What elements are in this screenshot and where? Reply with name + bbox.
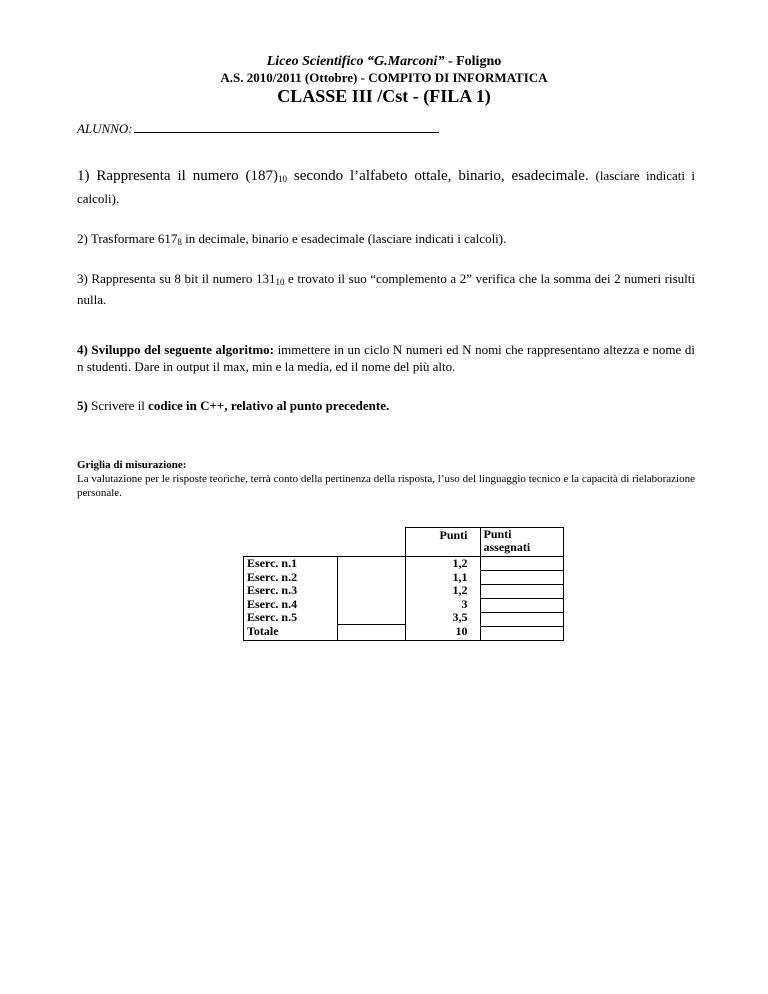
row-label: Eserc. n.3 xyxy=(247,583,298,597)
school-name: Liceo Scientifico “G.Marconi” xyxy=(266,54,445,69)
exam-subtitle: A.S. 2010/2011 (Ottobre) - COMPITO DI INFORMATICA xyxy=(220,70,548,85)
blank-column xyxy=(338,557,406,641)
question-4 xyxy=(77,341,695,375)
row-points: 1,2 xyxy=(452,583,468,597)
rubric-text: La valutazione per le risposte teoriche, terrà conto della pertinenza della risposta, l’uso del linguaggio tecnico e la capacità di rielaborazione personale. xyxy=(77,473,695,499)
points-column xyxy=(405,557,480,641)
assigned-points-column[interactable] xyxy=(480,557,563,641)
q4-text: immettere in un ciclo N numeri ed N nomi che rappresentano altezza e nome di n studenti. Dare in output il max, min e la media, ed il nome del più alto. xyxy=(77,342,695,374)
q1-note: (lasciare indicati i calcoli). xyxy=(77,168,696,206)
q2-subscript: 8 xyxy=(177,237,182,247)
row-points: 1,2 xyxy=(452,556,468,570)
q2-text: 2) Trasformare 617 xyxy=(77,231,178,246)
score-table xyxy=(243,527,564,641)
question-2 xyxy=(77,230,695,251)
student-name-field xyxy=(77,120,439,137)
row-label: Eserc. n.4 xyxy=(247,596,298,611)
class-title: CLASSE III /Cst - (FILA 1) xyxy=(277,86,491,106)
row-label: Eserc. n.2 xyxy=(247,569,298,584)
score-table-header xyxy=(244,528,564,557)
header-punti: Punti xyxy=(405,528,480,557)
q1-text-b: secondo l’alfabeto ottale, binario, esadecimale. xyxy=(287,168,596,184)
q5-number: 5) xyxy=(77,398,88,413)
row-points: 1,1 xyxy=(452,569,468,584)
q5-text: Scrivere il xyxy=(87,398,149,413)
header-punti-assegnati: Punti assegnati xyxy=(480,528,563,557)
q3-text: 3) Rappresenta su 8 bit il numero 131 xyxy=(77,271,276,286)
exercise-labels xyxy=(244,557,338,641)
school-city: - Foligno xyxy=(444,54,502,69)
q3-text-b: e trovato il suo “complemento a 2” verifica che la somma dei 2 numeri risulti nulla. xyxy=(77,271,695,307)
row-label: Totale xyxy=(247,623,279,638)
row-points: 10 xyxy=(455,623,468,638)
question-3 xyxy=(77,270,695,308)
grading-rubric xyxy=(77,458,695,500)
rubric-title: Griglia di misurazione: xyxy=(77,459,187,471)
student-name-line[interactable] xyxy=(134,120,439,133)
empty-cell xyxy=(338,528,406,557)
table-row xyxy=(244,557,564,641)
q4-title: 4) Sviluppo del seguente algoritmo: xyxy=(77,342,274,357)
q5-bold-text: codice in C++, relativo al punto precedente. xyxy=(148,398,390,413)
question-5 xyxy=(77,397,695,414)
school-header xyxy=(0,54,768,70)
empty-cell xyxy=(244,528,338,557)
row-points: 3,5 xyxy=(452,610,468,624)
row-points: 3 xyxy=(461,596,468,611)
question-1 xyxy=(77,166,695,209)
q2-text-b: in decimale, binario e esadecimale (lasciare indicati i calcoli). xyxy=(181,231,507,246)
q1-subscript: 10 xyxy=(278,174,287,184)
student-label: ALUNNO: xyxy=(77,121,133,136)
q1-text: 1) Rappresenta il numero (187) xyxy=(77,168,278,184)
row-label: Eserc. n.1 xyxy=(247,556,298,570)
row-label: Eserc. n.5 xyxy=(247,610,298,624)
q3-subscript: 10 xyxy=(275,277,285,287)
